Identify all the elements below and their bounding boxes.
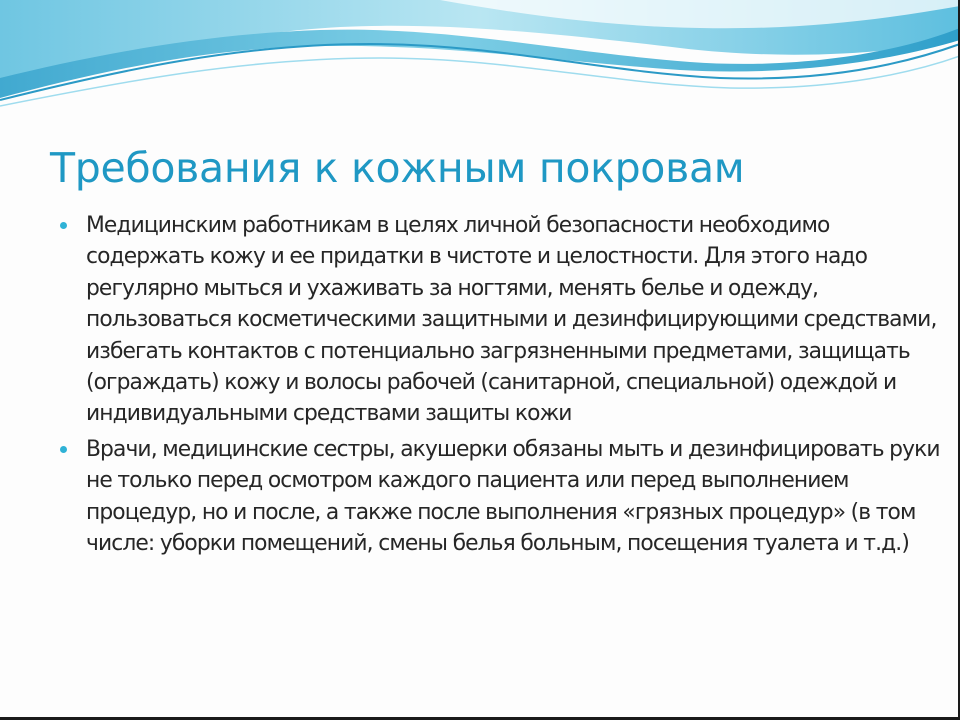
bullet-item [60,434,940,560]
wave-header-decoration [0,0,960,120]
bullet-dot-icon [60,222,67,229]
bullet-text: Врачи, медицинские сестры, акушерки обязаны мыть и дезинфицировать руки не только перед осмотром каждого пациента или перед выполнением процедур, но и после, а также после выполнения «грязных процедур» (в том числе: уборки помещений, смены белья больным, посещения туалета и т.д.) [86,436,940,557]
bullet-list [60,210,940,563]
slide-title: Требования к кожным покровам [50,144,745,192]
bullet-item [60,210,940,430]
bullet-text: Медицинским работникам в целях личной безопасности необходимо содержать кожу и ее придатки в чистоте и целостности. Для этого надо регулярно мыться и ухаживать за ногтями, менять белье и одежду, пользоваться косметическими защитными и дезинфицирующими средствами, избегать контактов с потенциально загрязненными предметами, защищать (ограждать) кожу и волосы рабочей (санитарной, специальной) одеждой и индивидуальными средствами защиты кожи [86,213,937,427]
bullet-dot-icon [60,446,67,453]
